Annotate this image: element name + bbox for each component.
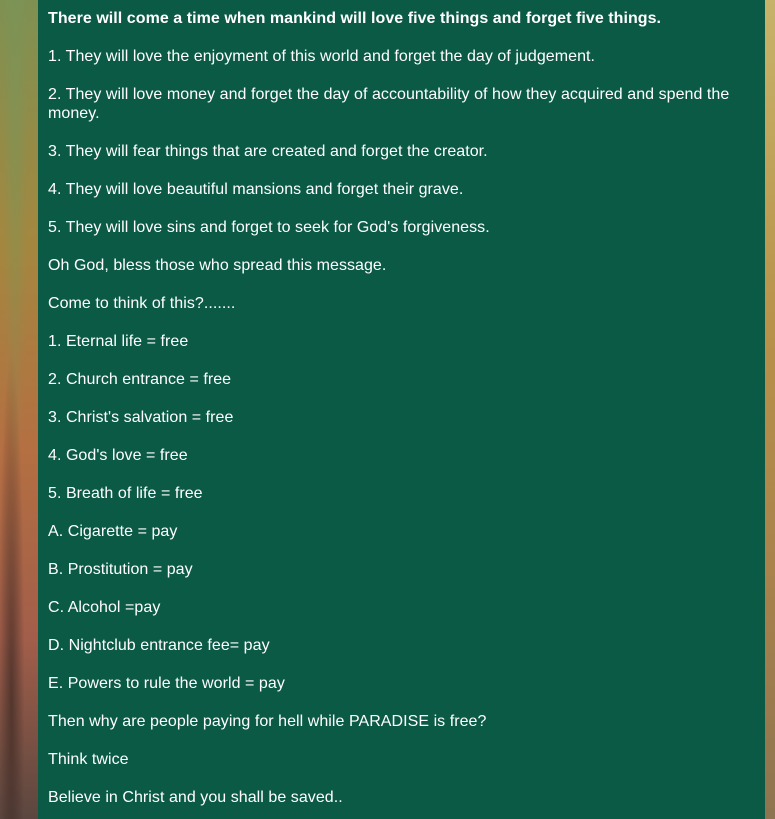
post-line-10: 3. Christ's salvation = free xyxy=(48,409,234,426)
post-line-20: Believe in Christ and you shall be saved.. xyxy=(48,789,343,806)
post-line-1: 1. They will love the enjoyment of this world and forget the day of judgement. xyxy=(48,48,596,65)
post-line-6: Oh God, bless those who spread this message. xyxy=(48,257,387,274)
post-line-8: 1. Eternal life = free xyxy=(48,333,189,350)
post-text-panel[interactable] xyxy=(38,0,765,819)
background-right-strip xyxy=(765,0,775,819)
post-line-19: Think twice xyxy=(48,751,129,768)
post-line-13: A. Cigarette = pay xyxy=(48,523,178,540)
post-line-9: 2. Church entrance = free xyxy=(48,371,232,388)
post-line-5: 5. They will love sins and forget to seek for God's forgiveness. xyxy=(48,219,490,236)
post-line-14: B. Prostitution = pay xyxy=(48,561,193,578)
post-line-2: 2. They will love money and forget the day of accountability of how they acquired and spend the money. xyxy=(48,86,730,122)
post-line-15: C. Alcohol =pay xyxy=(48,599,161,616)
post-line-16: D. Nightclub entrance fee= pay xyxy=(48,637,270,654)
background-left-strip xyxy=(0,0,38,819)
post-line-4: 4. They will love beautiful mansions and forget their grave. xyxy=(48,181,464,198)
post-line-17: E. Powers to rule the world = pay xyxy=(48,675,285,692)
post-line-3: 3. They will fear things that are created and forget the creator. xyxy=(48,143,488,160)
post-line-18: Then why are people paying for hell while PARADISE is free? xyxy=(48,713,487,730)
post-line-11: 4. God's love = free xyxy=(48,447,188,464)
post-line-12: 5. Breath of life = free xyxy=(48,485,203,502)
post-title: There will come a time when mankind will love five things and forget five things. xyxy=(48,10,662,27)
post-line-7: Come to think of this?....... xyxy=(48,295,236,312)
